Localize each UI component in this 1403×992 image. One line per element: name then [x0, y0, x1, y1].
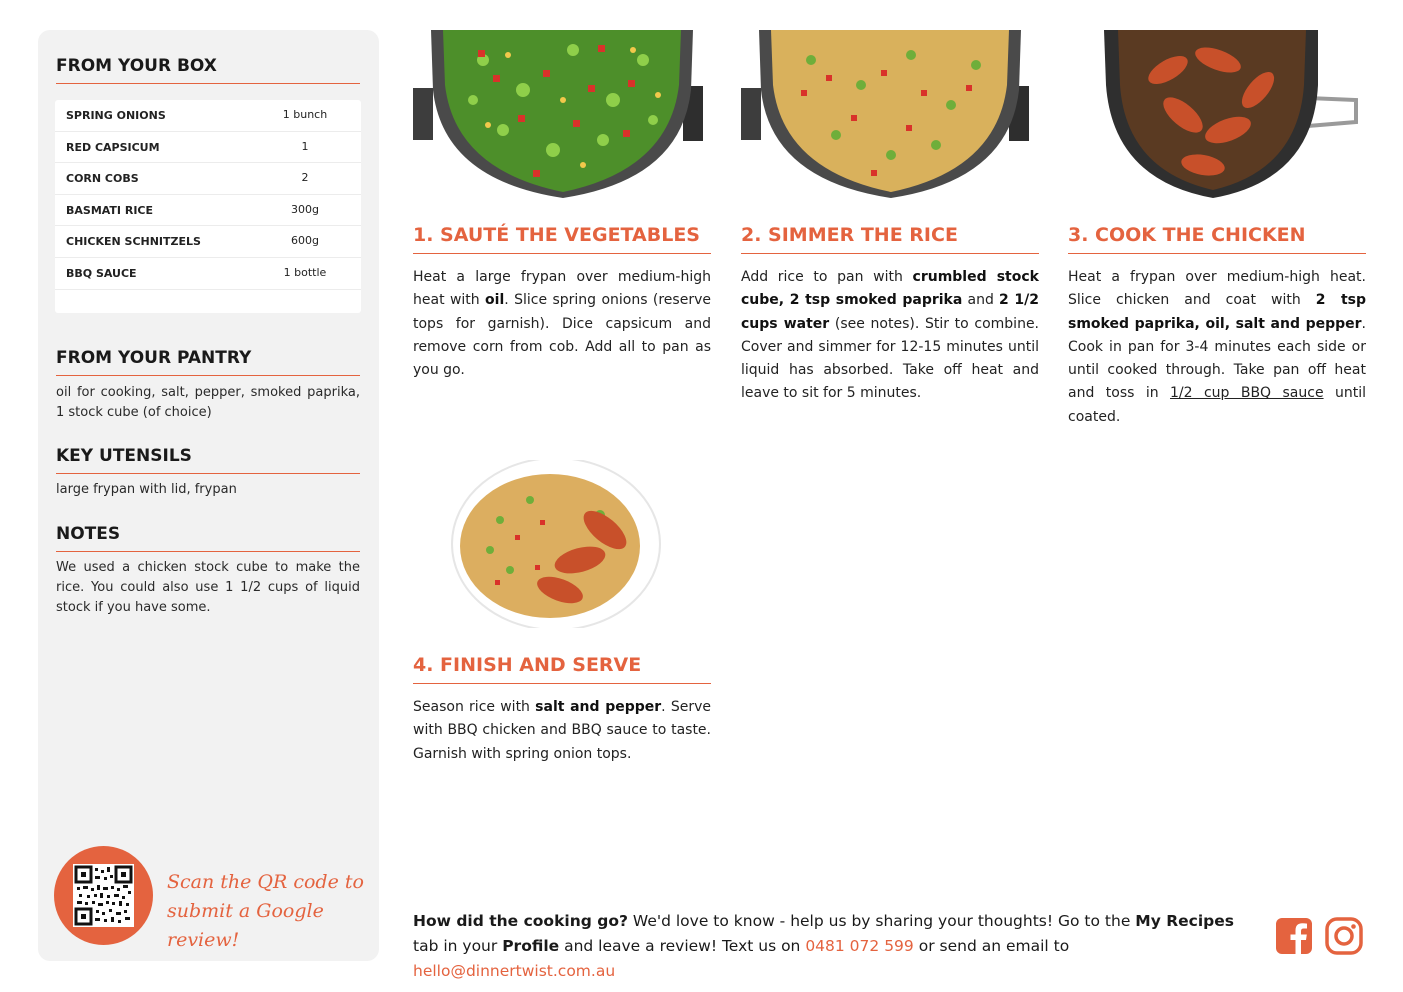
qr-caption-line: Scan the QR code to: [167, 871, 364, 893]
text-run: until coated.: [1068, 385, 1366, 425]
feedback-question: How did the cooking go?: [413, 912, 628, 930]
notes-text: We used a chicken stock cube to make the rice. You could also use 1 1/2 cups of liquid stock if you have some.: [56, 560, 360, 615]
text-bold: 2 1/2 cups water: [741, 292, 1040, 332]
text-bold: salt and pepper: [535, 699, 662, 715]
feedback-text: [413, 909, 1263, 984]
ingredient-row: [55, 195, 361, 227]
ingredient-row: [55, 258, 361, 290]
ingredient-qty: 2: [301, 171, 309, 185]
step-3-photo: [1068, 30, 1366, 198]
text-underline: 1/2 cup BBQ sauce: [1170, 385, 1324, 402]
text-run: . Slice spring onions (reserve tops for garnish). Dice capsicum and remove corn from cob. Add all to pan as you go.: [413, 292, 711, 379]
ingredient-qty: 600g: [291, 234, 319, 248]
text-run: (see notes). Stir to combine. Cover and simmer for 12-15 minutes until liquid has absorbed. Take off heat and leave to sit for 5 minutes.: [741, 315, 1040, 402]
my-recipes-label: My Recipes: [1135, 912, 1234, 930]
ingredient-name: CORN COBS: [66, 172, 139, 186]
ingredient-row: [55, 163, 361, 195]
ingredient-name: SPRING ONIONS: [66, 109, 166, 122]
facebook-icon[interactable]: [1275, 917, 1313, 955]
step-1-text: [413, 266, 711, 382]
notes-title: NOTES: [56, 524, 360, 552]
text-run: We'd love to know - help us by sharing your thoughts! Go to the: [627, 912, 1136, 930]
step-2-photo: [741, 30, 1039, 198]
text-run: . Cook in pan for 3-4 minutes each side or until cooked through. Take pan off heat and toss in: [1068, 315, 1366, 402]
step-3-text: [1068, 266, 1366, 429]
sidebar: [38, 30, 379, 961]
text-run: or send an email to: [913, 937, 1070, 955]
ingredient-row: [55, 226, 361, 258]
ingredient-row: [55, 132, 361, 164]
ingredient-row: [55, 100, 361, 132]
text-run: and: [962, 292, 1000, 309]
qr-caption: [167, 868, 367, 955]
step-2-text: [741, 266, 1039, 406]
utensils-text: large frypan with lid, frypan: [56, 482, 237, 497]
ingredient-qty: 300g: [291, 202, 319, 216]
text-bold: oil: [485, 292, 505, 309]
ingredient-qty: 1 bottle: [283, 265, 327, 279]
step-4-title: 4. FINISH AND SERVE: [413, 654, 711, 684]
step-1-photo: [413, 30, 711, 198]
step-3-title: 3. COOK THE CHICKEN: [1068, 224, 1366, 254]
from-your-box-title: FROM YOUR BOX: [56, 56, 360, 84]
step-2-title: 2. SIMMER THE RICE: [741, 224, 1039, 254]
step-4-photo: [450, 460, 662, 628]
pantry-text: oil for cooking, salt, pepper, smoked paprika, 1 stock cube (of choice): [56, 385, 360, 420]
email-link[interactable]: hello@dinnertwist.com.au: [413, 962, 616, 980]
text-run: Season rice with: [413, 699, 536, 715]
profile-label: Profile: [502, 937, 560, 955]
ingredient-name: BBQ SAUCE: [66, 266, 137, 280]
phone-link[interactable]: 0481 072 599: [805, 937, 914, 955]
step-1-title: 1. SAUTÉ THE VEGETABLES: [413, 224, 711, 254]
text-bold: crumbled stock cube, 2 tsp smoked paprika: [741, 269, 1039, 309]
from-your-pantry-title: FROM YOUR PANTRY: [56, 348, 360, 376]
text-run: . Serve with BBQ chicken and BBQ sauce to taste. Garnish with spring onion tops.: [413, 699, 711, 762]
qr-badge[interactable]: [54, 846, 153, 945]
ingredients-table: [55, 100, 361, 313]
text-run: Heat a large frypan over medium-high heat with: [413, 269, 711, 309]
qr-caption-line: submit a Google review!: [167, 900, 324, 951]
ingredient-name: RED CAPSICUM: [66, 140, 160, 154]
ingredient-name: CHICKEN SCHNITZELS: [66, 235, 201, 249]
text-bold: 2 tsp smoked paprika, oil, salt and pepper: [1068, 292, 1366, 332]
step-4-text: [413, 696, 711, 766]
instagram-icon[interactable]: [1325, 917, 1363, 955]
key-utensils-title: KEY UTENSILS: [56, 446, 360, 474]
ingredient-name: BASMATI RICE: [66, 203, 154, 217]
text-run: and leave a review! Text us on: [559, 937, 806, 955]
text-run: Heat a frypan over medium-high heat. Slice chicken and coat with: [1068, 269, 1366, 309]
qr-code-icon: [73, 864, 134, 927]
text-run: Add rice to pan with: [741, 269, 913, 285]
ingredient-qty: 1: [301, 139, 309, 153]
ingredient-qty: 1 bunch: [282, 108, 328, 121]
text-run: tab in your: [413, 937, 503, 955]
